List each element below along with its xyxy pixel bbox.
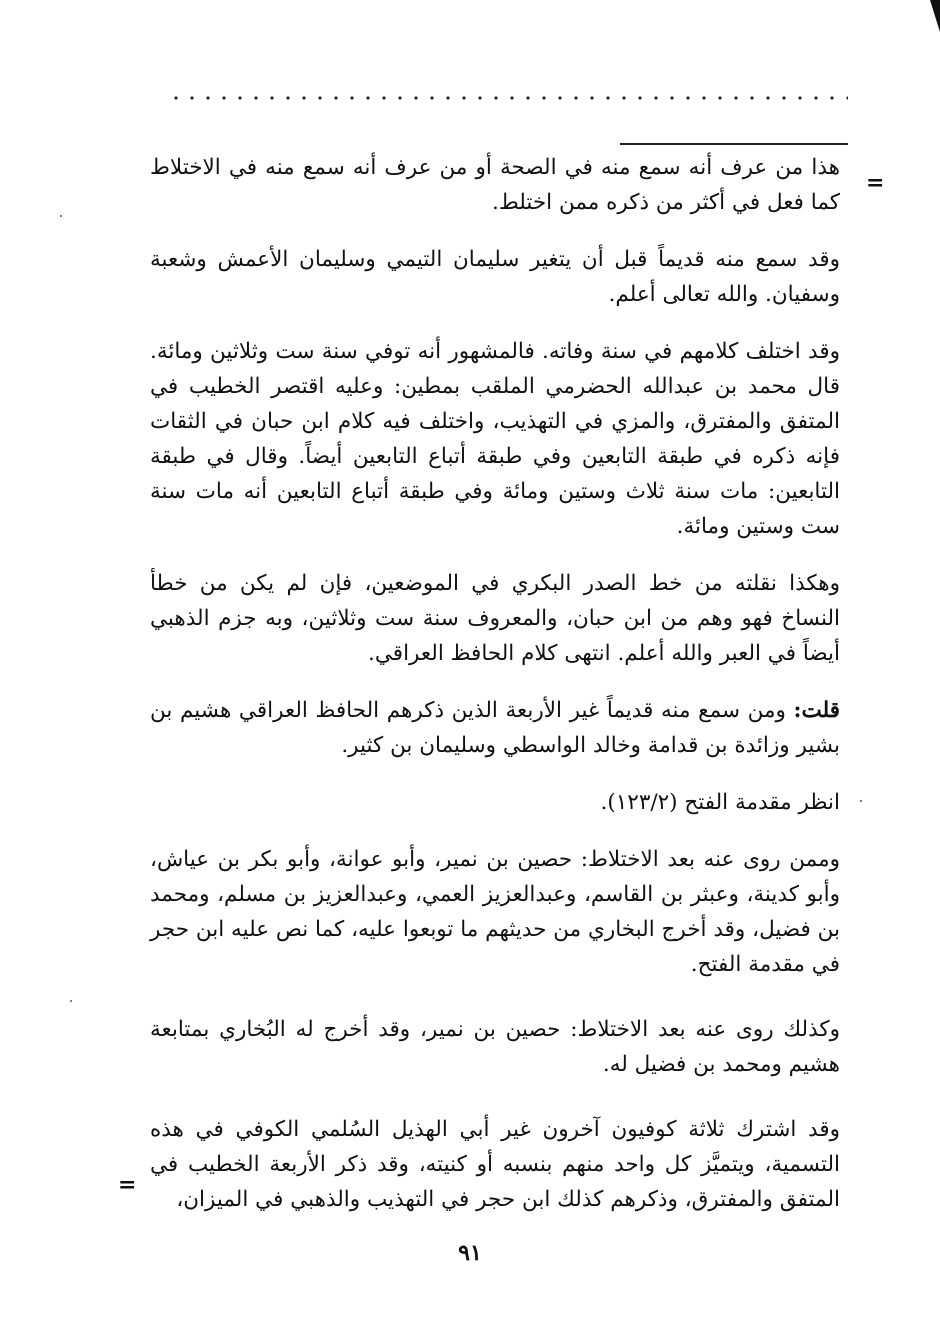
scan-speck: [70, 1000, 72, 1002]
paragraph-7: وممن روى عنه بعد الاختلاط: حصين بن نمير، وأبو عوانة، وأبو بكر بن عياش، وأبو كدينة، وعبثر بن القاسم، وعبدالعزيز العمي، وعبدالعزيز بن مسلم، ومحمد بن فضيل، وقد أخرج البخاري من حديثهم ما توبعوا عليه، كما نص عليه ابن حجر في مقدمة الفتح.: [150, 847, 840, 977]
paragraph-6: انظر مقدمة الفتح (١٢٣/٢).: [600, 790, 840, 815]
paragraph-4: وهكذا نقلته من خط الصدر البكري في الموضعين، فإن لم يكن من خطأ النساخ فهو وهم من ابن حبان، والمعروف سنة ست وثلاثين، وبه جزم الذهبي أيضاً في العبر والله أعلم. انتهى كلام الحافظ العراقي.: [150, 571, 840, 666]
scan-speck: [60, 215, 62, 217]
paragraph-5: [150, 693, 840, 763]
paragraph-8: وكذلك روى عنه بعد الاختلاط: حصين بن نمير، وقد أخرج له البُخاري بمتابعة هشيم ومحمد بن فضيل له.: [150, 1017, 840, 1077]
paragraph-9: وقد اشترك ثلاثة كوفيون آخرون غير أبي الهذيل السُلمي الكوفي في هذه التسمية، ويتميَّز كل واحد منهم بنسبه أو كنيته، وقد ذكر الأربعة الخطيب في المتفق والمفترق، وذكرهم كذلك ابن حجر في التهذيب والذهبي في الميزان،: [150, 1117, 840, 1212]
qultu-label: قلت:: [793, 698, 840, 723]
continuation-mark-top: =: [866, 170, 885, 196]
footnote-rule: [620, 143, 848, 145]
footnote-text: [150, 150, 840, 1239]
continuation-mark-bottom: =: [118, 1172, 137, 1198]
page-corner-mark: [930, 0, 940, 32]
dotted-separator: [168, 96, 848, 100]
page-number: ٩١: [458, 1240, 482, 1266]
paragraph-3: وقد اختلف كلامهم في سنة وفاته. فالمشهور أنه توفي سنة ست وثلاثين ومائة. قال محمد بن عبدالله الحضرمي الملقب بمطين: وعليه اقتصر الخطيب في المتفق والمفترق، والمزي في التهذيب، واختلف فيه كلام ابن حبان في الثقات فإنه ذكره في طبقة التابعين وفي طبقة أتباع التابعين أيضاً. وقال في طبقة التابعين: مات سنة ثلاث وستين ومائة وفي طبقة أتباع التابعين أنه مات سنة ست وستين ومائة.: [150, 339, 840, 539]
scan-speck: [860, 800, 862, 802]
paragraph-1: هذا من عرف أنه سمع منه في الصحة أو من عرف أنه سمع منه في الاختلاط كما فعل في أكثر من ذكره ممن اختلط.: [150, 155, 840, 215]
paragraph-5-text: ومن سمع منه قديماً غير الأربعة الذين ذكرهم الحافظ العراقي هشيم بن بشير وزائدة بن قدامة وخالد الواسطي وسليمان بن كثير.: [150, 698, 840, 758]
paragraph-2: وقد سمع منه قديماً قبل أن يتغير سليمان التيمي وسليمان الأعمش وشعبة وسفيان. والله تعالى أعلم.: [150, 247, 840, 307]
